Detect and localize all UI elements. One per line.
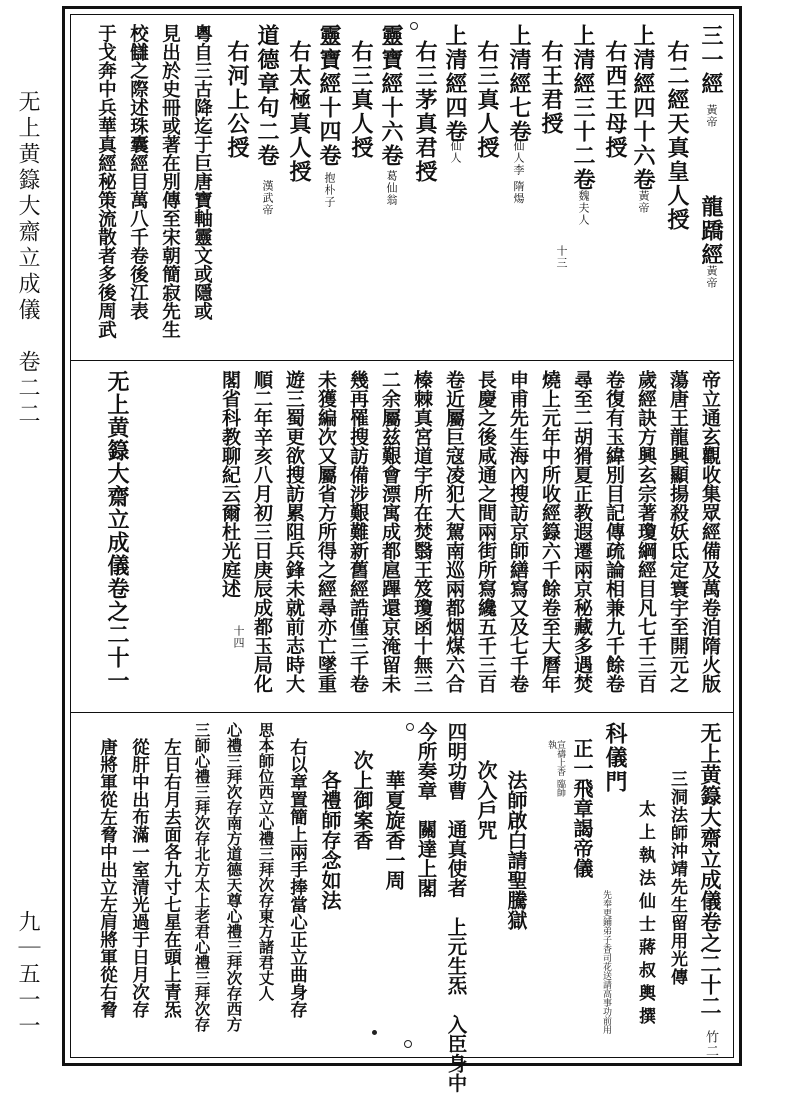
dragon-classic-title: 龍蹻經 xyxy=(698,195,724,267)
section-divider-1 xyxy=(70,360,734,361)
page-marker: 十三 xyxy=(555,245,568,269)
section-heading: 科儀門 xyxy=(602,722,628,794)
text-column: 二余屬兹艱會漂寓成都扈蹕還京淹留未 xyxy=(379,370,401,693)
text-column: 上清經三十二卷 xyxy=(570,24,596,192)
text-column: 右三真人授 xyxy=(474,40,500,160)
text-column: 各禮師存念如法 xyxy=(318,770,342,910)
column-note: 魏夫人 xyxy=(577,190,590,226)
punctuation-mark xyxy=(406,723,414,731)
text-column: 四明功曹 通真使者 上元生炁 入臣身中 xyxy=(444,722,468,1093)
text-column: 右王君授 xyxy=(538,40,564,136)
text-column: 三師心禮三拜次存北方太上老君心禮三拜次存 xyxy=(192,722,212,1032)
text-column: 閣省科教聊紀云爾杜光庭述 xyxy=(219,370,241,598)
column-note: 葛仙翁 xyxy=(385,170,398,206)
text-column: 幾再罹搜訪備涉艱難新舊經誥僅三千卷 xyxy=(347,370,369,693)
chapter-title: 无上黄籙大齋立成儀卷之二十二 xyxy=(698,722,723,1016)
column-note: 黃帝 xyxy=(637,190,650,214)
column-note: 宣禱上香 臨帥執 xyxy=(546,740,565,797)
text-column: 帝立通玄觀收集眾經備及萬卷洎隋火版 xyxy=(699,370,721,693)
closing-title: 无上黄籙大齋立成儀卷之二十一 xyxy=(104,370,130,692)
text-column: 次上御案香 xyxy=(350,750,374,850)
column-note: 先奉更鋪弟子香司花送請高事功前用 xyxy=(601,890,611,1034)
text-column: 右三茅真君授 xyxy=(412,40,438,184)
author-line: 太上執法仙士蔣叔輿撰 xyxy=(635,800,655,1030)
text-column: 蕩唐王龍興顯揚殺妖氐定寰宇至開元之 xyxy=(667,370,689,693)
text-column: 右太極真人授 xyxy=(286,40,312,184)
text-column: 靈寶經十六卷 xyxy=(378,24,404,168)
column-note: 黃帝 xyxy=(705,104,718,128)
margin-page-number: 九｜五一一 xyxy=(15,910,40,1040)
text-column: 次入戶咒 xyxy=(474,760,498,840)
column-note: 抱朴子 xyxy=(323,172,336,208)
text-column: 左日右月去面各九寸七星在頭上青炁 xyxy=(161,738,182,1018)
text-column: 右西王母授 xyxy=(602,40,628,160)
text-column: 卷復有玉緯別目記傳疏論相兼九千餘卷 xyxy=(603,370,625,693)
text-column: 右河上公授 xyxy=(224,40,250,160)
text-column: 靈寶經十四卷 xyxy=(316,24,342,168)
punctuation-mark xyxy=(372,1030,377,1035)
text-column: 右二經天真皇人授 xyxy=(664,40,690,232)
punctuation-mark xyxy=(410,22,418,30)
text-column: 上清經四卷 xyxy=(442,24,468,144)
text-column: 遊三蜀更欲搜訪累阻兵鋒未就前志時大 xyxy=(283,370,305,693)
text-column: 上清經七卷 xyxy=(506,24,532,144)
text-column: 道德章句二卷 xyxy=(254,24,280,168)
column-note: 黃帝 xyxy=(705,265,718,289)
text-column: 歲經訣方興玄宗著瓊綱經目凡七千三百 xyxy=(635,370,657,693)
text-column: 見出於史冊或著在別傳至宋朝簡寂先生 xyxy=(159,24,181,339)
text-column: 校讎之際述珠囊經目萬八千卷後江表 xyxy=(127,24,149,320)
text-column: 華夏旋香一周 xyxy=(382,770,406,890)
column-note: 漢武帝 xyxy=(261,180,274,216)
text-column: 右三真人授 xyxy=(348,40,374,160)
page-marker: 十四 xyxy=(232,625,245,649)
text-column: 卷近屬巨寇凌犯大駕南巡兩都烟煤六合 xyxy=(443,370,465,693)
text-column: 三一經 xyxy=(698,24,724,96)
column-note: 仙人 xyxy=(449,140,462,164)
column-note: 仙人李 隋煬 xyxy=(512,140,525,205)
text-column: 未獲編次又屬省方所得之經尋亦亡墜重 xyxy=(315,370,337,693)
text-column: 上清經四十六卷 xyxy=(630,24,656,192)
text-column: 申甫先生海內搜訪京師繕寫又及七千卷 xyxy=(507,370,529,693)
text-column: 從肝中出布滿一室清光過于日月次存 xyxy=(129,738,150,1018)
transmitter-line: 三洞法師沖靖先生留用光傳 xyxy=(667,770,687,986)
text-column: 粵自三古降迄于巨唐寶軸靈文或隱或 xyxy=(191,24,213,320)
text-column: 正一飛章謁帝儀 xyxy=(570,738,594,878)
punctuation-mark xyxy=(404,1040,412,1048)
text-column: 今所奏章 關達上閣 xyxy=(414,722,438,898)
text-column: 思本師位西立心禮三拜次存東方諸君丈人 xyxy=(256,722,276,1001)
margin-book-title: 无上黄籙大齋立成儀 卷二二 xyxy=(15,90,40,428)
text-column: 于戈奔中兵華真經秘策流散者多後周武 xyxy=(95,24,117,339)
text-column: 右以章置簡上兩手捧當心正立曲身存 xyxy=(287,738,308,1018)
section-divider-2 xyxy=(70,712,734,713)
text-column: 順二年辛亥八月初三日庚辰成都玉局化 xyxy=(251,370,273,693)
text-column: 燒上元年中所收經籙六千餘卷至大曆年 xyxy=(539,370,561,693)
text-column: 法師啟白請聖騰獄 xyxy=(504,770,528,930)
text-column: 唐將軍從左脅中出立左肩將軍從右脅 xyxy=(97,738,118,1018)
page-marker: 竹二 xyxy=(703,1030,718,1058)
text-column: 長慶之後咸通之間兩街所寫纔五千三百 xyxy=(475,370,497,693)
text-column: 榛棘真宮道宇所在焚翳王笈瓊函十無三 xyxy=(411,370,433,693)
text-column: 尋至二胡猾夏正教遐遷兩京秘藏多遇焚 xyxy=(571,370,593,693)
text-column: 心禮三拜次存南方道德天尊心禮三拜次存西方 xyxy=(224,722,244,1032)
